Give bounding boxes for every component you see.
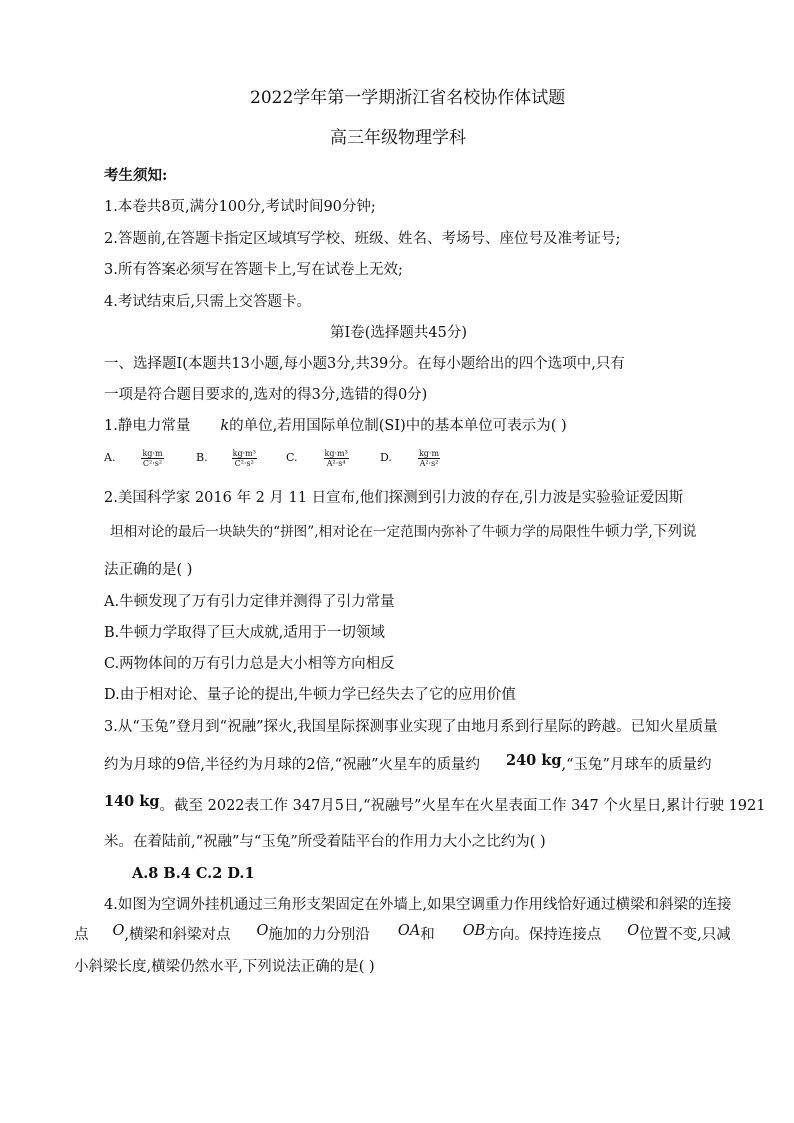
question-2-option: A.牛顿发现了万有引力定律并测得了引力常量 bbox=[104, 594, 395, 610]
question-2-option: D.由于相对论、量子论的提出,牛顿力学已经失去了它的应用价值 bbox=[104, 687, 516, 703]
question-3-options: A.8 B.4 C.2 D.1 bbox=[132, 865, 255, 882]
question-3-line: 3.从“玉兔”登月到“祝融”探火,我国星际探测事业实现了由地月系到行星际的跨越。已知火星质量 bbox=[104, 719, 718, 735]
section-instruction: 一、选择题Ⅰ(本题共13小题,每小题3分,共39分。在每小题给出的四个选项中,只有 bbox=[104, 356, 625, 372]
exam-subtitle: 高三年级物理学科 bbox=[330, 128, 466, 148]
notice-item: 2.答题前,在答题卡指定区域填写学校、班级、姓名、考场号、座位号及准考证号; bbox=[104, 231, 621, 247]
question-1-options bbox=[104, 448, 470, 468]
notice-item: 1.本卷共8页,满分100分,考试时间90分钟; bbox=[104, 199, 376, 215]
option-d: D. $\frac{kg\cdot m}{\text{A²·s²}}$ bbox=[380, 448, 440, 468]
mass-value: 140 kg bbox=[104, 793, 160, 810]
notice-item: 4.考试结束后,只需上交答题卡。 bbox=[104, 294, 311, 310]
question-3-line: 米。在着陆前,“祝融”与“玉兔”所受着陆平台的作用力大小之比约为( ) bbox=[104, 834, 546, 850]
question-4-line: 点 O,横梁和斜梁对点 O施加的力分别沿 OA和 OB方向。保持连接点 O位置不变,只减 bbox=[74, 923, 731, 943]
section-title: 第Ⅰ卷(选择题共45分) bbox=[330, 325, 467, 341]
question-1-stem: 1.静电力常量 k的单位,若用国际单位制(SI)中的基本单位可表示为( ) bbox=[104, 418, 567, 434]
question-2-line: 法正确的是( ) bbox=[104, 562, 193, 578]
notice-heading: 考生须知: bbox=[104, 167, 168, 184]
option-a: A. $\frac{kg\cdot m}{\text{C²·s²}}$ bbox=[104, 448, 163, 468]
question-3-line: 约为月球的9倍,半径约为月球的2倍,“祝融”火星车的质量约 240 kg,“玉兔”月球车的质量约 bbox=[104, 752, 712, 773]
question-2-option: B.牛顿力学取得了巨大成就,适用于一切领域 bbox=[104, 625, 385, 641]
question-2-line: 坦相对论的最后一块缺失的“拼图”,相对论在一定范围内弥补了牛顿力学的局限性牛顿力学,下列说 bbox=[110, 524, 697, 540]
question-4-line: 小斜梁长度,横梁仍然水平,下列说法正确的是( ) bbox=[74, 959, 375, 975]
option-b: B. $\frac{\text{kg·m³}}{\text{C²·s²}}$ bbox=[196, 448, 256, 468]
option-c: C. $\frac{\text{kg·m³}}{\text{A²·s⁴}}$ bbox=[286, 448, 348, 468]
question-2-option: C.两物体间的万有引力总是大小相等方向相反 bbox=[104, 656, 395, 672]
question-2-line: 2.美国科学家 2016 年 2 月 11 日宣布,他们探测到引力波的存在,引力波是实验验证爱因斯 bbox=[104, 490, 684, 506]
mass-value: 240 kg bbox=[506, 752, 562, 769]
symbol-k: k bbox=[220, 418, 230, 434]
question-4-line: 4.如图为空调外挂机通过三角形支架固定在外墙上,如果空调重力作用线恰好通过横梁和斜梁的连接 bbox=[104, 897, 732, 913]
exam-title: 2022学年第一学期浙江省名校协作体试题 bbox=[250, 88, 566, 108]
question-3-line: 140 kg。截至 2022表工作 347月5日,“祝融号”火星车在火星表面工作 347 个火星日,累计行驶 1921 bbox=[104, 793, 766, 814]
section-instruction: 一项是符合题目要求的,选对的得3分,选错的得0分) bbox=[104, 387, 428, 403]
notice-item: 3.所有答案必须写在答题卡上,写在试卷上无效; bbox=[104, 262, 403, 278]
